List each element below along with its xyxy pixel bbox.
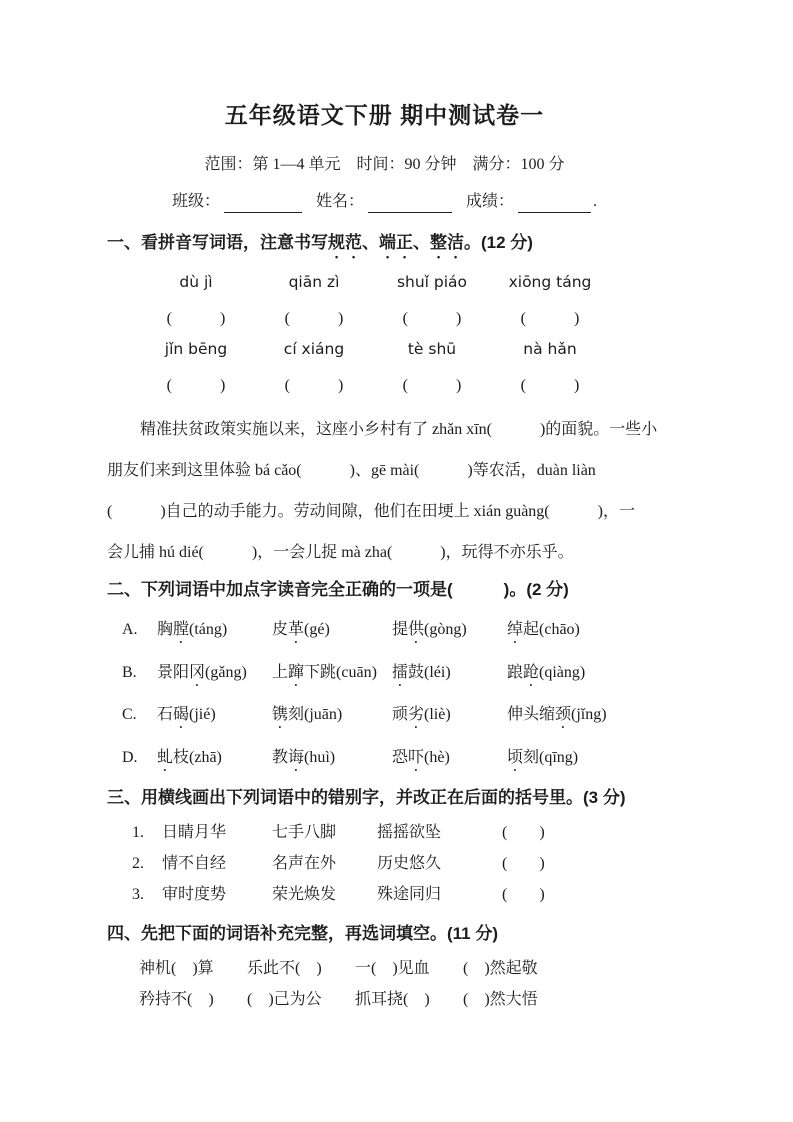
- answer-parens: ( ): [284, 377, 344, 394]
- item-text: 刻(qīng): [523, 748, 579, 766]
- pinyin-word: qiān zì: [288, 273, 340, 291]
- name-blank-line: [368, 193, 452, 213]
- item-text: 石: [157, 706, 174, 723]
- item-text: 皮: [272, 621, 289, 638]
- pinyin-word: nà hǎn: [523, 340, 577, 358]
- section4-heading: 四、先把下面的词语补充完整，再选词填空。(11 分): [107, 924, 499, 943]
- answer-parens: ( ): [166, 377, 226, 394]
- dotted-char: 跄: [523, 663, 540, 681]
- word-item: 历史悠久: [377, 855, 442, 872]
- item-text: 恐: [392, 748, 409, 766]
- dotted-char: 绰: [507, 621, 524, 638]
- answer-parens: ( ): [520, 310, 580, 327]
- option-item: [392, 652, 507, 695]
- item-text: (gòng): [424, 621, 467, 638]
- fill-in-paragraph: [107, 409, 793, 573]
- idiom-blank: ( )己为公: [247, 991, 322, 1008]
- heading-text: 。(12 分): [464, 233, 533, 252]
- word-item: 荣光焕发: [272, 886, 337, 903]
- paragraph-line: 朋友们来到这里体验 bá cǎo( )、gē mài( )等农活，duàn liàn: [107, 462, 596, 479]
- pinyin-word: shuǐ piáo: [396, 273, 468, 291]
- idiom-blank: 乐此不( ): [247, 960, 322, 977]
- dotted-char: 诲: [288, 748, 305, 766]
- option-label: A.: [122, 621, 138, 638]
- option-item: [507, 609, 793, 652]
- dotted-char: 擂: [392, 663, 409, 681]
- correction-parens: ( ): [502, 855, 545, 872]
- pinyin-row-2: [137, 340, 793, 358]
- item-text: (táng): [189, 621, 228, 638]
- option-item: [272, 609, 392, 652]
- answer-parens: ( ): [166, 310, 226, 327]
- section3-heading: 三、用横线画出下列词语中的错别字，并改正在后面的括号里。(3 分): [107, 788, 626, 807]
- idiom-blank: ( )然大悟: [463, 991, 538, 1008]
- option-item: [157, 609, 272, 652]
- idiom-blank: ( )然起敬: [463, 960, 538, 977]
- typo-row: [132, 817, 793, 848]
- idiom-blank: 抓耳挠( ): [355, 991, 430, 1008]
- option-item: [507, 652, 793, 695]
- option-item: [157, 737, 272, 780]
- dotted-char: 颈: [555, 706, 572, 723]
- paragraph-line: ( )自己的动手能力。劳动间隙，他们在田埂上 xián guàng( )，一: [107, 503, 635, 520]
- option-row-a: [122, 609, 793, 652]
- dotted-char: 革: [288, 621, 305, 638]
- item-text: 上: [272, 663, 289, 681]
- item-text: (qiàng): [539, 663, 586, 681]
- idiom-blank: 矜持不( ): [139, 991, 214, 1008]
- answer-parens: ( ): [402, 377, 462, 394]
- option-row-b: [122, 652, 793, 695]
- item-text: (gǎng): [205, 663, 247, 681]
- answer-parens: ( ): [520, 377, 580, 394]
- word-item: 日睛月华: [162, 824, 227, 841]
- dotted-char: 劣: [408, 706, 425, 723]
- typo-rows: [107, 817, 793, 910]
- item-text: (jié): [189, 706, 216, 723]
- dotted-char: 冈: [189, 663, 206, 681]
- item-text: (hè): [424, 748, 450, 766]
- dotted-char: 吓: [408, 748, 425, 766]
- pinyin-word: jǐn bēng: [164, 340, 228, 358]
- option-item: [392, 694, 507, 737]
- option-item: [272, 652, 392, 695]
- pinyin-row-1: [137, 273, 793, 291]
- score-label: 成绩：: [466, 193, 515, 210]
- dotted-char: 顷: [507, 748, 524, 766]
- choice-options: [107, 609, 793, 779]
- option-row-d: [122, 737, 793, 780]
- item-text: 踉: [507, 663, 524, 681]
- correction-parens: ( ): [502, 824, 545, 841]
- item-text: 起(chāo): [523, 621, 580, 638]
- dotted-char: 蹿: [288, 663, 305, 681]
- word-item: 情不自经: [162, 855, 227, 872]
- answer-parens-row-1: [137, 305, 793, 328]
- answer-parens: ( ): [284, 310, 344, 327]
- correction-parens: ( ): [502, 886, 545, 903]
- option-item: [507, 694, 793, 737]
- word-item: 摇摇欲坠: [377, 824, 442, 841]
- option-label: D.: [122, 748, 138, 766]
- item-text: 胸: [157, 621, 174, 638]
- word-item: 审时度势: [162, 886, 227, 903]
- dotted-word: 端正: [379, 233, 413, 252]
- option-item: [157, 652, 272, 695]
- dotted-char: 虬: [157, 748, 174, 766]
- idiom-rows: [107, 953, 793, 1015]
- word-item: 殊途同归: [377, 886, 442, 903]
- idiom-row-2: [139, 984, 793, 1015]
- section2-heading: 二、下列词语中加点字读音完全正确的一项是( )。(2 分): [107, 580, 569, 599]
- option-item: [272, 694, 392, 737]
- dotted-char: 碣: [173, 706, 190, 723]
- class-label: 班级：: [171, 193, 220, 210]
- paper-meta: 范围：第 1—4 单元 时间：90 分钟 满分：100 分: [204, 156, 565, 173]
- typo-row: [132, 848, 793, 879]
- pinyin-word: cí xiáng: [283, 340, 345, 358]
- word-item: 名声在外: [272, 855, 337, 872]
- paragraph-line: 会儿捕 hú dié( )，一会儿捉 mà zha( )，玩得不亦乐乎。: [107, 544, 574, 561]
- item-text: 景阳: [157, 663, 190, 681]
- item-text: 下跳(cuān): [304, 663, 377, 681]
- paper-title: 五年级语文下册 期中测试卷一: [224, 102, 545, 128]
- heading-text: 、: [362, 233, 379, 252]
- section1-heading: [107, 228, 793, 262]
- item-text: (gé): [304, 621, 330, 638]
- dotted-char: 膛: [173, 621, 190, 638]
- answer-parens-row-2: [137, 372, 793, 395]
- typo-row: [132, 879, 793, 910]
- answer-parens: ( ): [402, 310, 462, 327]
- item-text: 刻(juān): [288, 706, 343, 723]
- dotted-word: 规范: [328, 233, 362, 252]
- idiom-blank: 一( )见血: [355, 960, 430, 977]
- pinyin-word: xiōng táng: [508, 273, 592, 291]
- item-text: (liè): [424, 706, 451, 723]
- item-text: 教: [272, 748, 289, 766]
- option-row-c: [122, 694, 793, 737]
- row-number: 2.: [132, 855, 144, 872]
- idiom-row-1: [139, 953, 793, 984]
- row-number: 3.: [132, 886, 144, 903]
- item-text: 伸头缩: [507, 706, 556, 723]
- option-item: [157, 694, 272, 737]
- name-label: 姓名：: [315, 193, 364, 210]
- paragraph-line: 精准扶贫政策实施以来，这座小乡村有了 zhǎn xīn( )的面貌。一些小: [140, 421, 658, 438]
- option-item: [507, 737, 793, 780]
- option-item: [392, 737, 507, 780]
- pinyin-word: tè shū: [407, 340, 457, 358]
- dotted-char: 供: [408, 621, 425, 638]
- item-text: (jǐng): [571, 706, 607, 723]
- item-text: 提: [392, 621, 409, 638]
- score-suffix: .: [593, 193, 598, 210]
- score-blank-line: [518, 193, 591, 213]
- option-item: [272, 737, 392, 780]
- item-text: (huì): [304, 748, 336, 766]
- row-number: 1.: [132, 824, 144, 841]
- item-text: 鼓(léi): [408, 663, 451, 681]
- class-blank-line: [224, 193, 302, 213]
- word-item: 七手八脚: [272, 824, 337, 841]
- item-text: 顽: [392, 706, 409, 723]
- student-info-row: [107, 191, 662, 213]
- option-label: C.: [122, 706, 137, 723]
- idiom-blank: 神机( )算: [139, 960, 214, 977]
- dotted-char: 镌: [272, 706, 289, 723]
- heading-text: 一、看拼音写词语，注意书写: [107, 233, 328, 252]
- item-text: 枝(zhā): [173, 748, 222, 766]
- heading-text: 、: [413, 233, 430, 252]
- dotted-word: 整洁: [430, 233, 464, 252]
- option-item: [392, 609, 507, 652]
- pinyin-word: dù jì: [179, 273, 213, 291]
- option-label: B.: [122, 663, 137, 681]
